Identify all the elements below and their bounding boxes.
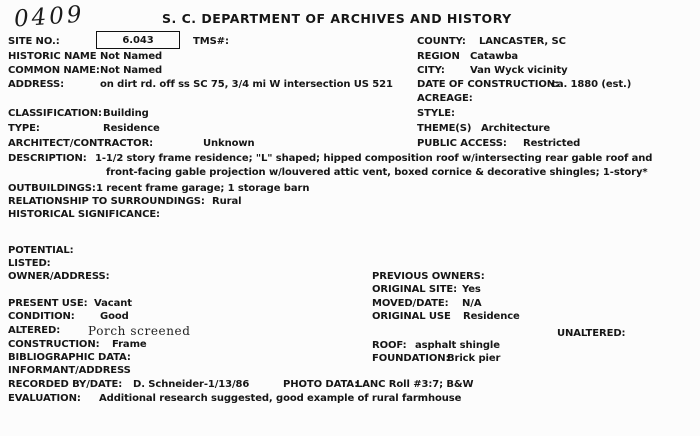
date-of-construction-label: DATE OF CONSTRUCTION: <box>417 79 559 90</box>
region-label: REGION <box>417 51 460 62</box>
unaltered-label: UNALTERED: <box>557 328 626 339</box>
construction-value: Frame <box>112 339 147 350</box>
bibliographic-data-label: BIBLIOGRAPHIC DATA: <box>8 352 131 363</box>
themes-value: Architecture <box>481 123 551 134</box>
themes-label: THEME(S) <box>417 123 472 134</box>
owner-address-label: OWNER/ADDRESS: <box>8 271 110 282</box>
page-title: S. C. DEPARTMENT OF ARCHIVES AND HISTORY <box>162 11 512 26</box>
handwritten-site-number: 0409 <box>13 1 86 33</box>
description-label: DESCRIPTION: <box>8 153 87 164</box>
type-label: TYPE: <box>8 123 40 134</box>
city-value: Van Wyck vicinity <box>470 65 568 76</box>
relationship-value: Rural <box>212 196 242 207</box>
moved-date-label: MOVED/DATE: <box>372 298 449 309</box>
common-name-value: Not Named <box>100 65 163 76</box>
historic-name-label: HISTORIC NAME <box>8 51 97 62</box>
altered-label: ALTERED: <box>8 325 61 336</box>
classification-value: Building <box>103 108 149 119</box>
roof-label: ROOF: <box>372 340 407 351</box>
type-value: Residence <box>103 123 160 134</box>
historical-significance-label: HISTORICAL SIGNIFICANCE: <box>8 209 160 220</box>
recorded-by-date-value: D. Schneider-1/13/86 <box>133 379 250 390</box>
photo-data-value: LANC Roll #3:7; B&W <box>356 379 474 390</box>
public-access-label: PUBLIC ACCESS: <box>417 138 507 149</box>
condition-label: CONDITION: <box>8 311 75 322</box>
county-label: COUNTY: <box>417 36 466 47</box>
tms-label: TMS#: <box>193 36 229 47</box>
region-value: Catawba <box>470 51 519 62</box>
present-use-label: PRESENT USE: <box>8 298 88 309</box>
county-value: LANCASTER, SC <box>479 36 566 47</box>
foundation-value: Brick pier <box>447 353 501 364</box>
evaluation-value: Additional research suggested, good example of rural farmhouse <box>99 393 462 404</box>
original-site-value: Yes <box>462 284 481 295</box>
architect-contractor-value: Unknown <box>203 138 255 149</box>
outbuildings-label: OUTBUILDINGS: <box>8 183 96 194</box>
historic-name-value: Not Named <box>100 51 163 62</box>
description-line2: front-facing gable projection w/louvered attic vent, boxed cornice & decorative shingles; 1-story* <box>106 167 648 178</box>
address-value: on dirt rd. off ss SC 75, 3/4 mi W intersection US 521 <box>100 79 393 90</box>
public-access-value: Restricted <box>523 138 581 149</box>
address-label: ADDRESS: <box>8 79 65 90</box>
relationship-label: RELATIONSHIP TO SURROUNDINGS: <box>8 196 205 207</box>
moved-date-value: N/A <box>462 298 482 309</box>
city-label: CITY: <box>417 65 445 76</box>
site-no-value: 6.043 <box>122 34 154 46</box>
site-no-box <box>96 31 180 49</box>
original-use-label: ORIGINAL USE <box>372 311 451 322</box>
outbuildings-value: 1 recent frame garage; 1 storage barn <box>96 183 310 194</box>
present-use-value: Vacant <box>94 298 132 309</box>
foundation-label: FOUNDATION: <box>372 353 450 364</box>
listed-label: LISTED: <box>8 258 51 269</box>
classification-label: CLASSIFICATION: <box>8 108 102 119</box>
construction-label: CONSTRUCTION: <box>8 339 100 350</box>
site-no-label: SITE NO.: <box>8 36 60 47</box>
potential-label: POTENTIAL: <box>8 245 74 256</box>
altered-value: Porch screened <box>88 324 191 338</box>
common-name-label: COMMON NAME: <box>8 65 100 76</box>
architect-contractor-label: ARCHITECT/CONTRACTOR: <box>8 138 154 149</box>
previous-owners-label: PREVIOUS OWNERS: <box>372 271 485 282</box>
description-line1: 1-1/2 story frame residence; "L" shaped; hipped composition roof w/intersecting rear gable roof and <box>95 153 653 164</box>
evaluation-label: EVALUATION: <box>8 393 81 404</box>
date-of-construction-value: ca. 1880 (est.) <box>551 79 632 90</box>
informant-address-label: INFORMANT/ADDRESS <box>8 365 131 376</box>
style-label: STYLE: <box>417 108 455 119</box>
original-use-value: Residence <box>463 311 520 322</box>
acreage-label: ACREAGE: <box>417 93 473 104</box>
recorded-by-date-label: RECORDED BY/DATE: <box>8 379 123 390</box>
condition-value: Good <box>100 311 129 322</box>
photo-data-label: PHOTO DATA: <box>283 379 359 390</box>
roof-value: asphalt shingle <box>415 340 500 351</box>
original-site-label: ORIGINAL SITE: <box>372 284 457 295</box>
